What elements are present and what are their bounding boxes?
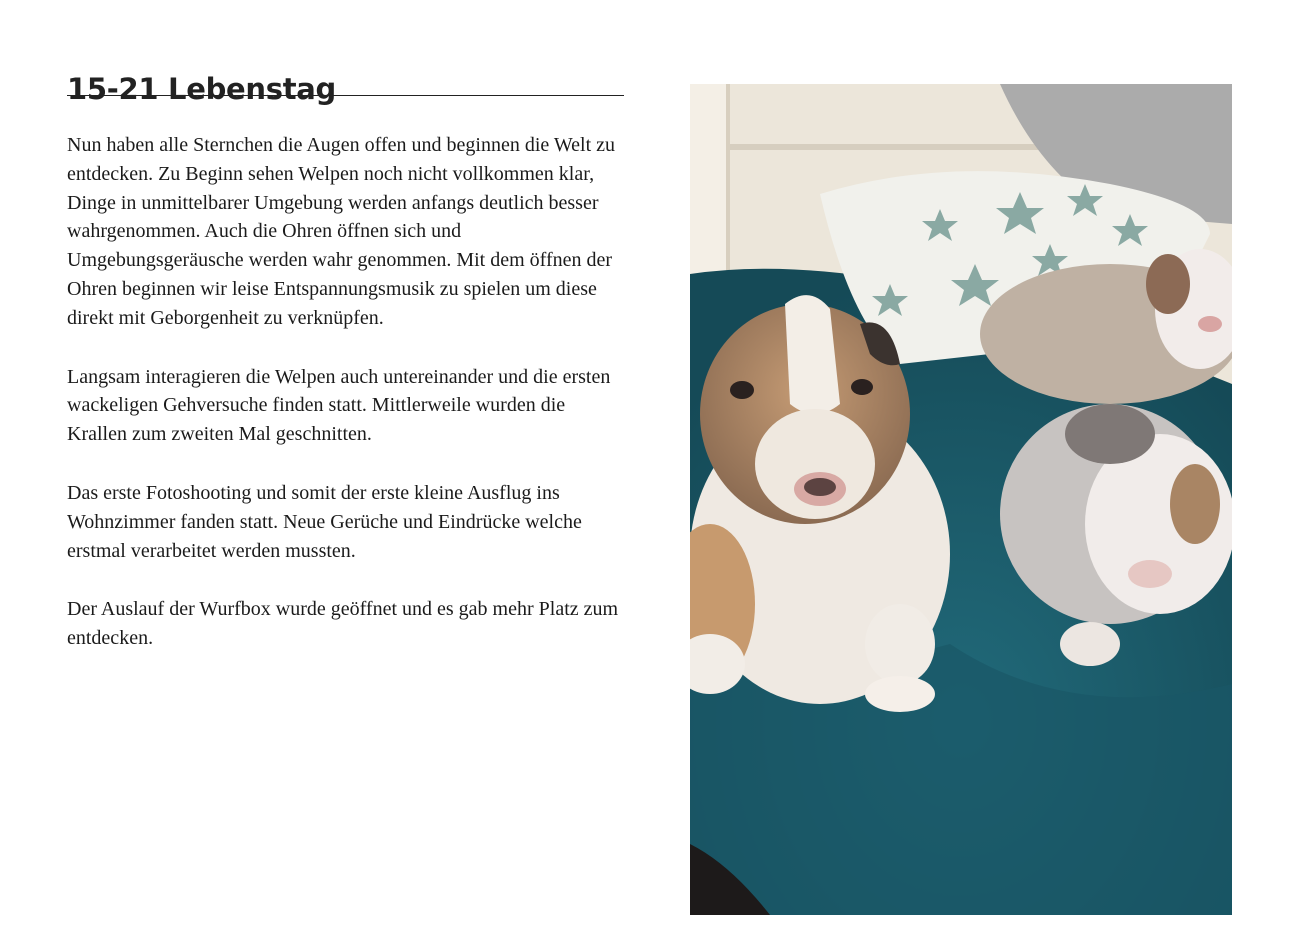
paragraph-1: Nun haben alle Sternchen die Augen offen und beginnen die Welt zu entdecken. Zu Beginn sehen Welpen noch nicht vollkommen klar, Dinge in unmittelbarer Umgebung werden anfangs deutlich besser wahrgenommen. Auch die Ohren öffnen sich und Umgebungsgeräusche werden wahr genommen. Mit dem öffnen der Ohren beginnen wir leise Entspannungsmusik zu spielen um diese direkt mit Geborgenheit zu verknüpfen. xyxy=(67,134,616,329)
paragraph-4: Der Auslauf der Wurfbox wurde geöffnet und es gab mehr Platz zum entdecken. xyxy=(67,598,619,650)
paragraph-3: Das erste Fotoshooting und somit der erste kleine Ausflug ins Wohnzimmer fanden statt. Neue Gerüche und Eindrücke welche erstmal verarbeitet werden mussten. xyxy=(67,481,582,562)
title-divider xyxy=(67,95,624,96)
article-body xyxy=(67,131,627,683)
puppies-photo xyxy=(690,84,1232,915)
page-title: 15-21 Lebenstag xyxy=(67,72,337,107)
paragraph-2: Langsam interagieren die Welpen auch untereinander und die ersten wackeligen Gehversuche finden statt. Mittlerweile wurden die Krallen zum zweiten Mal geschnitten. xyxy=(67,365,611,446)
